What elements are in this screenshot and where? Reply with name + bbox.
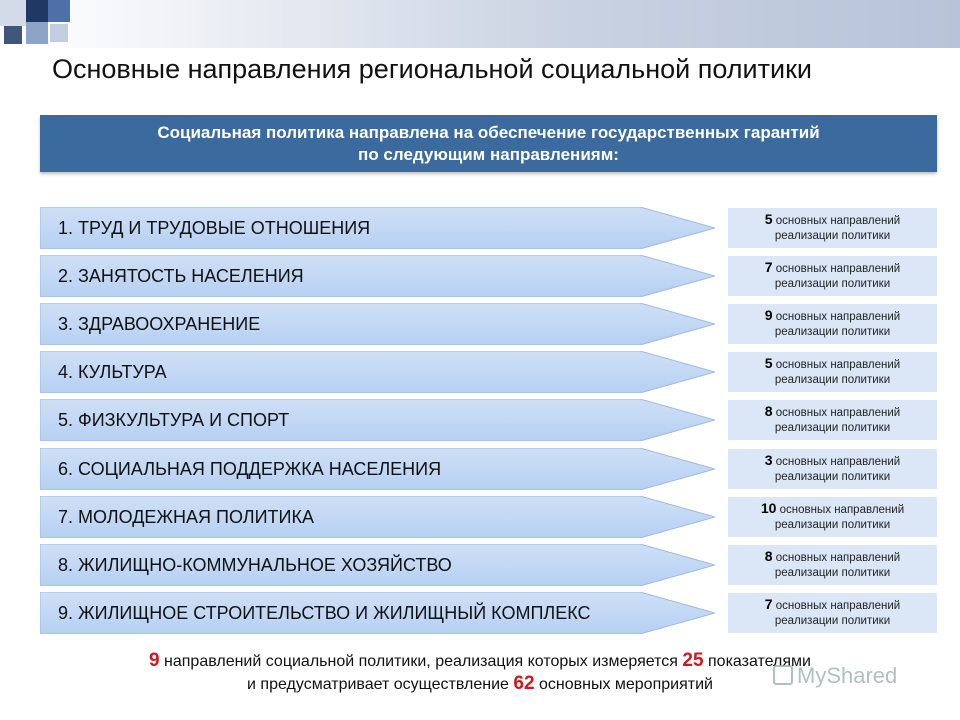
directions-total: 9 <box>149 650 160 671</box>
direction-row <box>0 351 960 395</box>
count-text-1: основных направлений <box>779 504 905 516</box>
direction-arrow <box>40 448 715 490</box>
count-text-1: основных направлений <box>775 359 901 371</box>
direction-row <box>0 448 960 492</box>
count-line-1 <box>728 549 937 566</box>
count-text-2: реализации политики <box>774 567 891 579</box>
count-text-2: реализации политики <box>774 422 891 434</box>
direction-label: 2. ЗАНЯТОСТЬ НАСЕЛЕНИЯ <box>58 266 304 286</box>
direction-count-box <box>728 400 937 440</box>
page-title: Основные направления региональной социальной политики <box>52 54 812 84</box>
direction-count-box <box>728 352 937 392</box>
count-text-1: основных направлений <box>775 552 901 564</box>
watermark-logo-icon <box>773 665 793 685</box>
direction-label: 7. МОЛОДЕЖНАЯ ПОЛИТИКА <box>58 507 314 527</box>
direction-arrow <box>40 496 715 538</box>
count-line-1 <box>728 404 937 421</box>
direction-row <box>0 255 960 299</box>
direction-label: 8. ЖИЛИЩНО-КОММУНАЛЬНОЕ ХОЗЯЙСТВО <box>58 555 452 575</box>
direction-count-box <box>728 593 937 633</box>
logo-square <box>0 0 26 26</box>
direction-arrow <box>40 592 715 634</box>
direction-label: 1. ТРУД И ТРУДОВЫЕ ОТНОШЕНИЯ <box>58 218 371 238</box>
direction-arrow <box>40 399 715 441</box>
direction-count-number: 8 <box>764 548 773 564</box>
direction-arrow <box>40 351 715 393</box>
direction-label: 5. ФИЗКУЛЬТУРА И СПОРТ <box>58 410 290 430</box>
direction-label: 4. КУЛЬТУРА <box>58 362 167 382</box>
logo-square <box>50 24 68 42</box>
count-text-2: реализации политики <box>774 278 891 290</box>
summary-text-a: направлений социальной политики, реализация которых измеряется <box>164 653 678 670</box>
banner-line-2: по следующим направлениям: <box>358 144 619 164</box>
count-text-2: реализации политики <box>774 230 891 242</box>
direction-label: 3. ЗДРАВООХРАНЕНИЕ <box>58 314 261 334</box>
count-text-2: реализации политики <box>774 519 891 531</box>
count-text-2: реализации политики <box>774 471 891 483</box>
direction-count-number: 8 <box>764 403 773 419</box>
logo-square <box>26 0 48 22</box>
direction-label: 6. СОЦИАЛЬНАЯ ПОДДЕРЖКА НАСЕЛЕНИЯ <box>58 459 442 479</box>
count-line-1 <box>728 308 937 325</box>
direction-label: 9. ЖИЛИЩНОЕ СТРОИТЕЛЬСТВО И ЖИЛИЩНЫЙ КОМПЛЕКС <box>58 603 591 623</box>
direction-count-box <box>728 256 937 296</box>
events-total: 62 <box>513 673 535 694</box>
direction-count-box <box>728 545 937 585</box>
count-text-1: основных направлений <box>775 600 901 612</box>
direction-count-box <box>728 304 937 344</box>
direction-row <box>0 592 960 636</box>
count-text-1: основных направлений <box>775 215 901 227</box>
count-text-1: основных направлений <box>775 407 901 419</box>
direction-arrow <box>40 207 715 249</box>
count-line-1 <box>728 260 937 277</box>
direction-count-number: 5 <box>764 355 773 371</box>
direction-arrow <box>40 303 715 345</box>
summary-text-c: и предусматривает осуществление <box>247 676 509 693</box>
direction-row <box>0 303 960 347</box>
logo-square <box>48 0 70 22</box>
logo-square <box>4 26 22 44</box>
direction-count-box <box>728 449 937 489</box>
count-line-1 <box>728 356 937 373</box>
count-text-1: основных направлений <box>775 263 901 275</box>
summary-text-b: показателями <box>708 653 811 670</box>
direction-count-number: 9 <box>764 307 773 323</box>
count-text-2: реализации политики <box>774 326 891 338</box>
summary-text-d: основных мероприятий <box>538 676 713 693</box>
top-decor-bar <box>0 0 960 48</box>
indicators-total: 25 <box>682 650 704 671</box>
logo-square <box>26 22 48 44</box>
direction-count-number: 3 <box>764 452 773 468</box>
watermark <box>773 663 897 689</box>
count-text-2: реализации политики <box>774 615 891 627</box>
count-text-2: реализации политики <box>774 374 891 386</box>
direction-row <box>0 544 960 588</box>
direction-count-number: 5 <box>764 211 773 227</box>
direction-count-number: 7 <box>764 259 773 275</box>
direction-count-box <box>728 208 937 248</box>
count-line-1 <box>728 212 937 229</box>
direction-count-number: 7 <box>764 596 773 612</box>
direction-row <box>0 399 960 443</box>
direction-row <box>0 496 960 540</box>
direction-arrow <box>40 255 715 297</box>
direction-count-number: 10 <box>760 500 777 516</box>
banner-line-1: Социальная политика направлена на обеспечение государственных гарантий <box>157 122 820 142</box>
count-text-1: основных направлений <box>775 456 901 468</box>
count-line-1 <box>728 453 937 470</box>
count-line-1 <box>728 597 937 614</box>
count-line-1 <box>728 501 937 518</box>
intro-banner <box>40 115 937 172</box>
count-text-1: основных направлений <box>775 311 901 323</box>
direction-row <box>0 207 960 251</box>
direction-count-box <box>728 497 937 537</box>
direction-arrow <box>40 544 715 586</box>
watermark-text: MyShared <box>797 663 898 688</box>
